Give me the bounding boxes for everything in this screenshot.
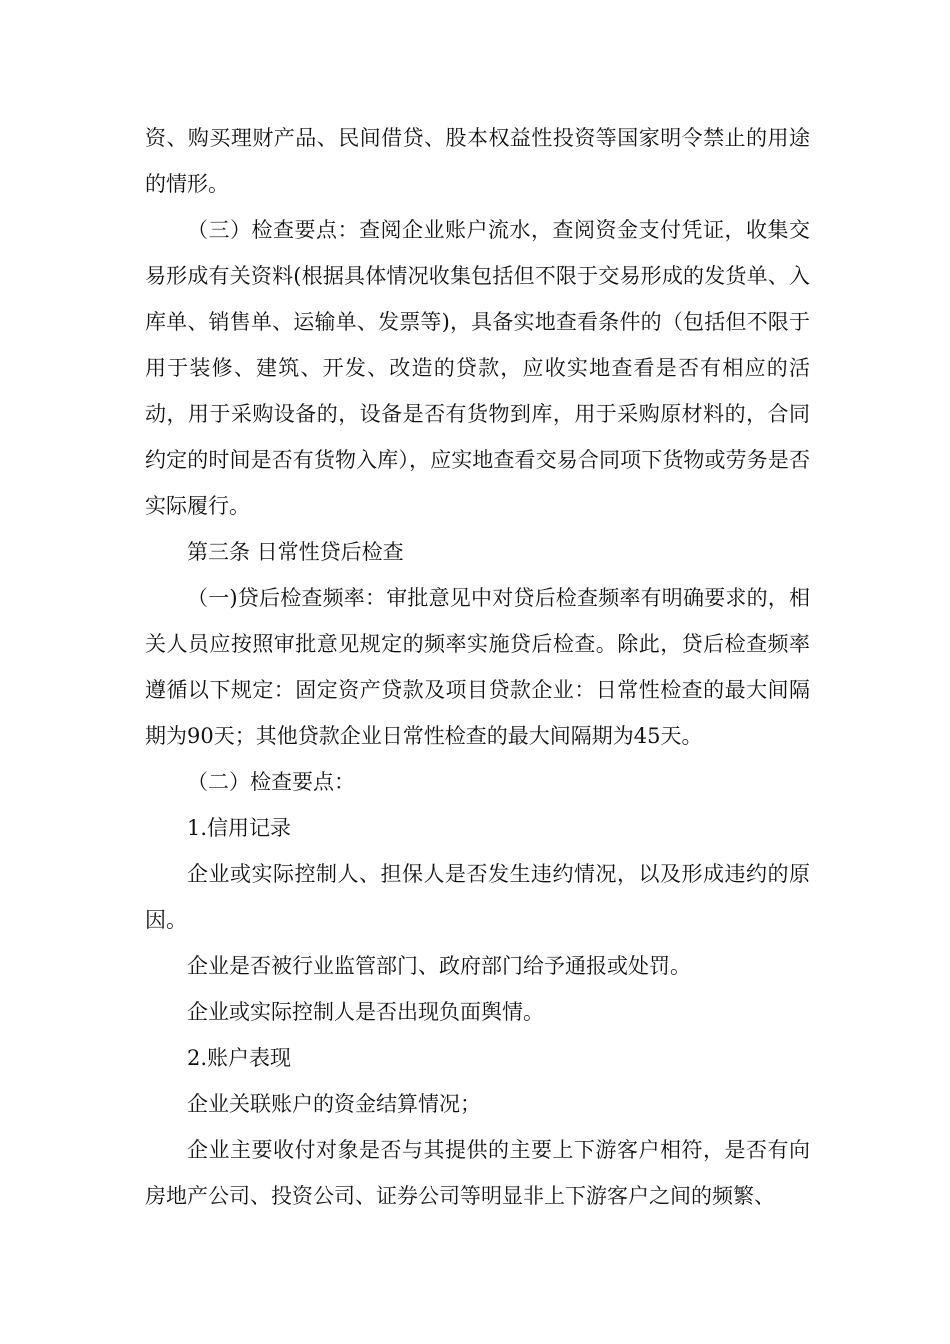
paragraph-counterparties: 企业主要收付对象是否与其提供的主要上下游客户相符，是否有向房地产公司、投资公司、证券公司等明显非上下游客户之间的频繁、 <box>145 1138 810 1208</box>
paragraph-settlement: 企业关联账户的资金结算情况； <box>187 1092 481 1116</box>
subheading-credit-record: 1.信用记录 <box>187 816 292 840</box>
paragraph-negative-news: 企业或实际控制人是否出现负面舆情。 <box>187 1000 544 1024</box>
paragraph-penalty: 企业是否被行业监管部门、政府部门给予通报或处罚。 <box>187 954 691 978</box>
paragraph-default: 企业或实际控制人、担保人是否发生违约情况，以及形成违约的原因。 <box>145 862 810 932</box>
subheading-inspection-points: （二）检查要点： <box>187 770 355 794</box>
paragraph-inspection-points: （三）检查要点：查阅企业账户流水，查阅资金支付凭证，收集交易形成有关资料(根据具体情况收集包括但不限于交易形成的发货单、入库单、销售单、运输单、发票等)，具备实地查看条件的（包括但不限于用于装修、建筑、开发、改造的贷款，应收实地查看是否有相应的活动，用于采购设备的，设备是否有货物到库，用于采购原材料的，合同约定的时间是否有货物入库），应实地查看交易合同项下货物或劳务是否实际履行。 <box>145 218 810 518</box>
document-page <box>145 115 810 1219</box>
article-heading: 第三条 日常性贷后检查 <box>187 540 404 564</box>
paragraph-continuation: 资、购买理财产品、民间借贷、股本权益性投资等国家明令禁止的用途的情形。 <box>145 126 810 196</box>
paragraph-inspection-frequency: （一)贷后检查频率：审批意见中对贷后检查频率有明确要求的，相关人员应按照审批意见规定的频率实施贷后检查。除此，贷后检查频率遵循以下规定：固定资产贷款及项目贷款企业：日常性检查的最大间隔期为90天；其他贷款企业日常性检查的最大间隔期为45天。 <box>145 586 810 748</box>
subheading-account-performance: 2.账户表现 <box>187 1046 292 1070</box>
